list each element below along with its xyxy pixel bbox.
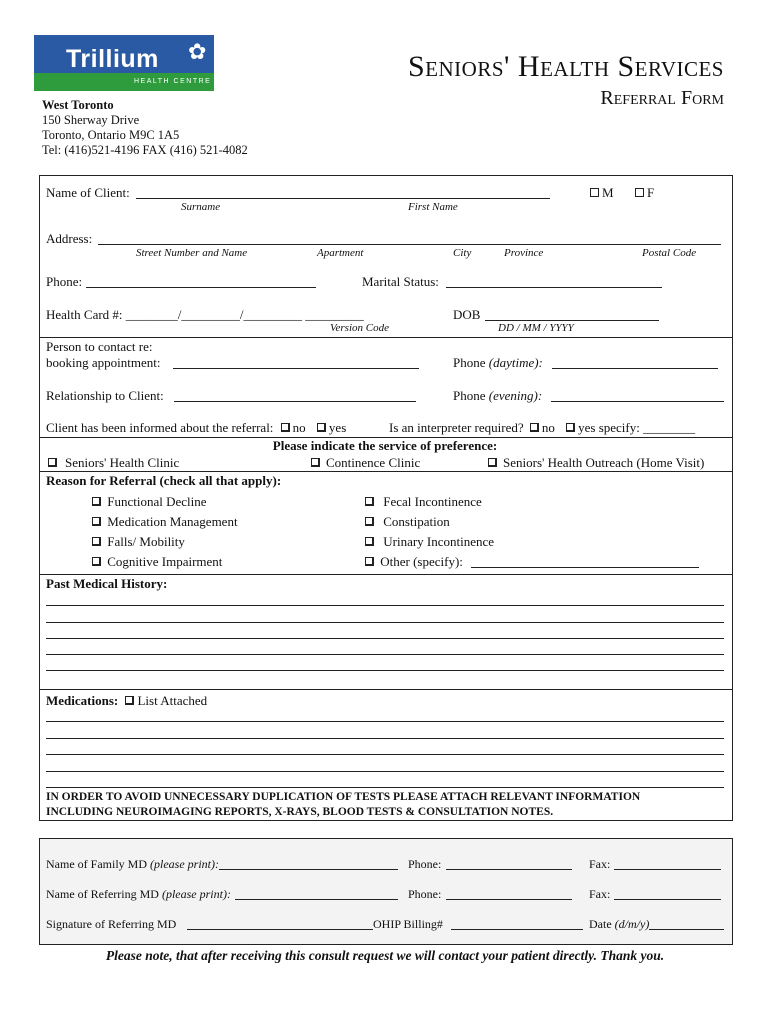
list-attached-label: List Attached — [137, 693, 208, 708]
phone-evening-field[interactable] — [551, 401, 724, 402]
medications-line[interactable] — [46, 771, 724, 772]
province-caption: Province — [504, 247, 544, 259]
phone-label: Phone: — [46, 274, 83, 289]
dob-label: DOB — [453, 307, 481, 322]
city-caption: City — [453, 247, 472, 259]
history-line[interactable] — [46, 654, 724, 655]
outreach-checkbox-icon[interactable] — [488, 458, 497, 467]
booking-label: booking appointment: — [46, 355, 161, 370]
marital-status-label: Marital Status: — [362, 274, 439, 289]
site-city: Toronto, Ontario M9C 1A5 — [42, 128, 180, 142]
medications-line[interactable] — [46, 738, 724, 739]
family-md-fax-label: Fax: — [589, 857, 611, 871]
form-subtitle: Referral Form — [600, 87, 724, 109]
client-name-field[interactable] — [136, 198, 550, 199]
health-card-field[interactable]: Health Card #: ________/_________/_________ _________ — [46, 307, 364, 322]
phone-evening-label: Phone (evening): — [453, 388, 543, 403]
medications-line[interactable] — [46, 754, 724, 755]
interpreter-row — [389, 420, 695, 436]
reason-medication-management[interactable]: Medication Management — [92, 514, 238, 530]
interpreter-no-checkbox-icon[interactable] — [530, 423, 539, 432]
informed-label: Client has been informed about the referral: — [46, 420, 274, 435]
site-street: 150 Sherway Drive — [42, 113, 140, 127]
form-title: Seniors' Health Services — [408, 50, 724, 83]
checkbox-icon[interactable] — [92, 497, 101, 506]
interpreter-label: Is an interpreter required? — [389, 420, 524, 435]
dob-format-caption: DD / MM / YYYY — [498, 322, 574, 334]
reason-fecal-incontinence[interactable]: Fecal Incontinence — [365, 494, 482, 510]
date-label: Date (d/m/y) — [589, 917, 650, 931]
referring-md-field[interactable] — [235, 899, 398, 900]
notice-line-2: INCLUDING NEUROIMAGING REPORTS, X-RAYS, BLOOD TESTS & CONSULTATION NOTES. — [46, 806, 554, 818]
referring-md-fax-field[interactable] — [614, 899, 721, 900]
interpreter-yes-label[interactable]: yes specify: ________ — [578, 420, 696, 435]
referring-md-phone-label: Phone: — [408, 887, 442, 901]
phone-daytime-label: Phone (daytime): — [453, 355, 543, 370]
service-outreach[interactable]: Seniors' Health Outreach (Home Visit) — [488, 455, 704, 471]
informed-no-checkbox-icon[interactable] — [281, 423, 290, 432]
interpreter-yes-checkbox-icon[interactable] — [566, 423, 575, 432]
first-name-caption: First Name — [408, 201, 458, 213]
phone-field[interactable] — [86, 287, 316, 288]
checkbox-icon[interactable] — [365, 497, 374, 506]
services-heading: Please indicate the service of preference: — [272, 438, 498, 453]
reason-urinary-incontinence[interactable]: Urinary Incontinence — [365, 534, 494, 550]
checkbox-icon[interactable] — [92, 557, 101, 566]
family-md-fax-field[interactable] — [614, 869, 721, 870]
checkbox-icon[interactable] — [365, 557, 374, 566]
checkbox-icon[interactable] — [92, 517, 101, 526]
history-line[interactable] — [46, 605, 724, 606]
trillium-flower-icon: ✿ — [188, 39, 207, 64]
dob-field[interactable] — [485, 320, 659, 321]
family-md-field[interactable] — [219, 869, 398, 870]
booking-contact-field[interactable] — [173, 368, 419, 369]
reason-other-field[interactable] — [471, 567, 699, 568]
checkbox-icon[interactable] — [365, 517, 374, 526]
sex-male-option[interactable] — [590, 185, 614, 201]
history-line[interactable] — [46, 622, 724, 623]
history-line[interactable] — [46, 638, 724, 639]
address-label: Address: — [46, 231, 93, 246]
footer-note: Please note, that after receiving this consult request we will contact your patient directly. Thank you. — [105, 948, 665, 963]
logo-name: Trillium — [66, 45, 159, 73]
checkbox-icon[interactable] — [365, 537, 374, 546]
reasons-divider — [39, 471, 733, 472]
male-label: M — [602, 185, 614, 200]
address-field[interactable] — [98, 244, 721, 245]
logo-subtitle: HEALTH CENTRE — [134, 78, 212, 85]
reason-falls-mobility[interactable]: Falls/ Mobility — [92, 534, 185, 550]
interpreter-no-label: no — [541, 420, 555, 435]
family-md-phone-field[interactable] — [446, 869, 572, 870]
signature-field[interactable] — [187, 929, 373, 930]
date-field[interactable] — [649, 929, 724, 930]
reason-constipation[interactable]: Constipation — [365, 514, 450, 530]
service-seniors-clinic[interactable]: Seniors' Health Clinic — [48, 455, 179, 471]
reason-other[interactable]: Other (specify): — [365, 554, 463, 570]
medications-line[interactable] — [46, 787, 724, 788]
informed-no-label: no — [292, 420, 306, 435]
informed-yes-label: yes — [328, 420, 347, 435]
surname-caption: Surname — [181, 201, 221, 213]
referring-md-fax-label: Fax: — [589, 887, 611, 901]
history-heading: Past Medical History: — [46, 576, 168, 591]
history-line[interactable] — [46, 670, 724, 671]
checkbox-icon[interactable] — [92, 537, 101, 546]
reason-cognitive-impairment[interactable]: Cognitive Impairment — [92, 554, 222, 570]
site-name: West Toronto — [42, 98, 114, 112]
female-checkbox-icon[interactable] — [635, 188, 644, 197]
postal-caption: Postal Code — [642, 247, 697, 259]
street-caption: Street Number and Name — [136, 247, 248, 259]
trillium-logo — [34, 35, 214, 91]
list-attached-checkbox-icon[interactable] — [125, 696, 134, 705]
phone-daytime-field[interactable] — [552, 368, 718, 369]
medications-heading: Medications: — [46, 693, 119, 708]
client-name-label: Name of Client: — [46, 185, 130, 200]
family-md-phone-label: Phone: — [408, 857, 442, 871]
apartment-caption: Apartment — [317, 247, 364, 259]
medications-divider — [39, 689, 733, 690]
ohip-label: OHIP Billing# — [373, 917, 443, 931]
informed-row — [46, 420, 346, 436]
family-md-label: Name of Family MD (please print): — [46, 857, 219, 871]
referring-md-label: Name of Referring MD (please print): — [46, 887, 231, 901]
medications-row — [46, 693, 207, 709]
reason-functional-decline[interactable]: Functional Decline — [92, 494, 207, 510]
continence-clinic-checkbox-icon[interactable] — [311, 458, 320, 467]
relationship-label: Relationship to Client: — [46, 388, 164, 403]
informed-yes-checkbox-icon[interactable] — [317, 423, 326, 432]
referring-md-phone-field[interactable] — [446, 899, 572, 900]
medications-line[interactable] — [46, 721, 724, 722]
male-checkbox-icon[interactable] — [590, 188, 599, 197]
version-code-caption: Version Code — [330, 322, 389, 334]
contact-label: Person to contact re: — [46, 339, 153, 354]
marital-status-field[interactable] — [446, 287, 662, 288]
female-label: F — [647, 185, 655, 200]
ohip-field[interactable] — [451, 929, 583, 930]
sex-female-option[interactable] — [635, 185, 654, 201]
relationship-field[interactable] — [174, 401, 416, 402]
contact-divider — [39, 337, 733, 338]
site-phone: Tel: (416)521-4196 FAX (416) 521-4082 — [42, 143, 248, 157]
seniors-clinic-checkbox-icon[interactable] — [48, 458, 57, 467]
signature-label: Signature of Referring MD — [46, 917, 177, 931]
notice-line-1: IN ORDER TO AVOID UNNECESSARY DUPLICATION OF TESTS PLEASE ATTACH RELEVANT INFORMATION — [46, 791, 641, 803]
history-divider — [39, 574, 733, 575]
reasons-heading: Reason for Referral (check all that apply): — [46, 473, 282, 488]
service-continence-clinic[interactable]: Continence Clinic — [311, 455, 420, 471]
